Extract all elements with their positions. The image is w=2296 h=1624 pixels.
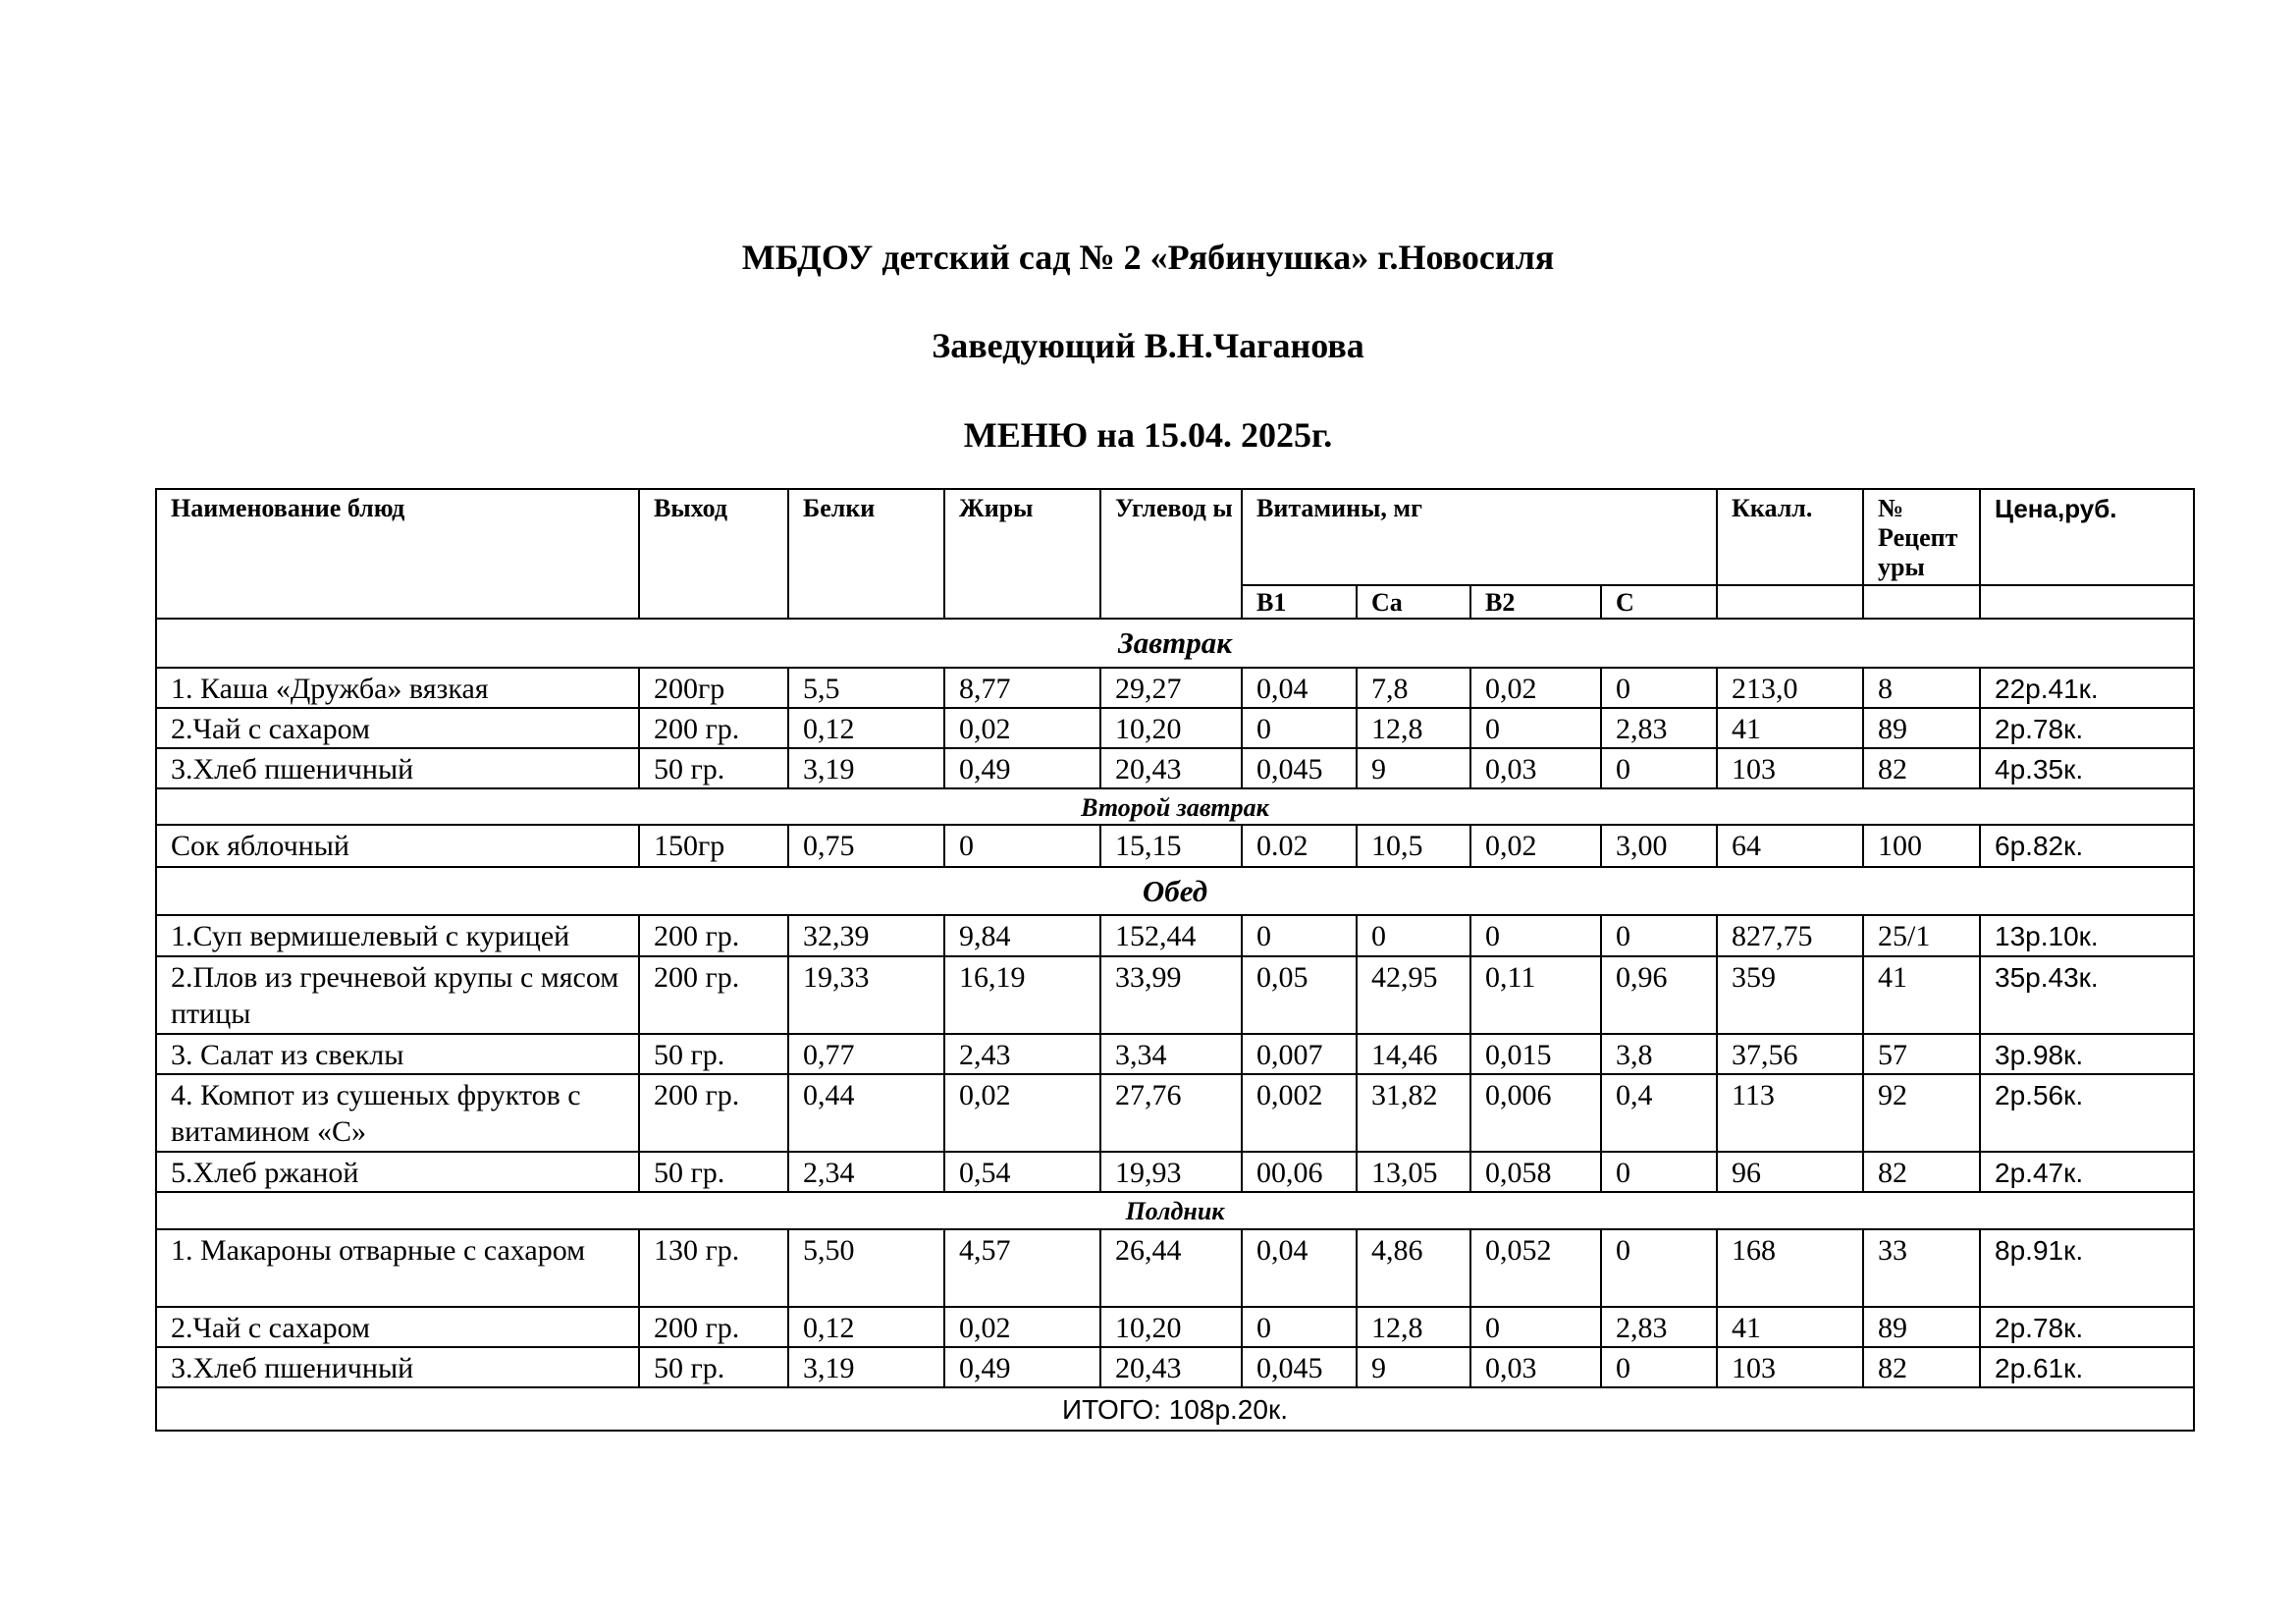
table-row xyxy=(156,1034,2194,1074)
table-row xyxy=(156,1347,2194,1387)
cell-carbs: 19,93 xyxy=(1100,1152,1242,1192)
cell-c: 0 xyxy=(1601,1152,1717,1192)
cell-ca: 7,8 xyxy=(1357,668,1470,708)
cell-ca: 13,05 xyxy=(1357,1152,1470,1192)
cell-name: Сок яблочный xyxy=(156,825,639,867)
cell-carbs: 10,20 xyxy=(1100,1307,1242,1347)
cell-kcal: 359 xyxy=(1717,956,1863,1034)
cell-kcal: 103 xyxy=(1717,1347,1863,1387)
table-row xyxy=(156,825,2194,867)
cell-ca: 14,46 xyxy=(1357,1034,1470,1074)
cell-fat: 0,02 xyxy=(944,1074,1100,1152)
cell-c: 2,83 xyxy=(1601,708,1717,748)
cell-fat: 0,54 xyxy=(944,1152,1100,1192)
cell-price: 8р.91к. xyxy=(1980,1229,2194,1307)
cell-protein: 3,19 xyxy=(788,748,944,788)
cell-protein: 2,34 xyxy=(788,1152,944,1192)
cell-price: 4р.35к. xyxy=(1980,748,2194,788)
cell-kcal: 41 xyxy=(1717,1307,1863,1347)
total-row: ИТОГО: 108р.20к. xyxy=(156,1387,2194,1431)
cell-protein: 0,12 xyxy=(788,1307,944,1347)
cell-b1: 0,002 xyxy=(1242,1074,1357,1152)
cell-recipe: 100 xyxy=(1863,825,1980,867)
cell-fat: 8,77 xyxy=(944,668,1100,708)
cell-b2: 0 xyxy=(1470,915,1601,956)
cell-ca: 10,5 xyxy=(1357,825,1470,867)
cell-kcal: 41 xyxy=(1717,708,1863,748)
header-vitamins: Витамины, мг xyxy=(1242,489,1717,585)
header-output: Выход xyxy=(639,489,788,619)
cell-price: 2р.47к. xyxy=(1980,1152,2194,1192)
cell-b2: 0 xyxy=(1470,708,1601,748)
cell-ca: 12,8 xyxy=(1357,708,1470,748)
cell-c: 0 xyxy=(1601,915,1717,956)
cell-fat: 9,84 xyxy=(944,915,1100,956)
header-recipe: № Рецепт уры xyxy=(1863,489,1980,585)
table-row xyxy=(156,1074,2194,1152)
cell-c: 2,83 xyxy=(1601,1307,1717,1347)
cell-recipe: 33 xyxy=(1863,1229,1980,1307)
cell-b1: 0,04 xyxy=(1242,668,1357,708)
header-vitamin-c: С xyxy=(1601,585,1717,619)
cell-b2: 0,058 xyxy=(1470,1152,1601,1192)
cell-name: 3.Хлеб пшеничный xyxy=(156,1347,639,1387)
cell-kcal: 213,0 xyxy=(1717,668,1863,708)
cell-b2: 0,015 xyxy=(1470,1034,1601,1074)
cell-price: 13р.10к. xyxy=(1980,915,2194,956)
cell-kcal: 113 xyxy=(1717,1074,1863,1152)
cell-b1: 0 xyxy=(1242,915,1357,956)
table-row xyxy=(156,668,2194,708)
cell-protein: 3,19 xyxy=(788,1347,944,1387)
cell-ca: 12,8 xyxy=(1357,1307,1470,1347)
cell-output: 200 гр. xyxy=(639,915,788,956)
menu-title: МЕНЮ на 15.04. 2025г. xyxy=(963,415,1333,455)
cell-b1: 0,05 xyxy=(1242,956,1357,1034)
table-row xyxy=(156,1152,2194,1192)
cell-output: 200 гр. xyxy=(639,1307,788,1347)
cell-recipe: 57 xyxy=(1863,1034,1980,1074)
cell-carbs: 33,99 xyxy=(1100,956,1242,1034)
cell-b2: 0,02 xyxy=(1470,668,1601,708)
cell-carbs: 27,76 xyxy=(1100,1074,1242,1152)
section-second-breakfast: Второй завтрак xyxy=(156,788,2194,825)
cell-ca: 9 xyxy=(1357,1347,1470,1387)
header-kcal-sub xyxy=(1717,585,1863,619)
cell-output: 200 гр. xyxy=(639,708,788,748)
cell-kcal: 168 xyxy=(1717,1229,1863,1307)
cell-b1: 0,04 xyxy=(1242,1229,1357,1307)
cell-carbs: 15,15 xyxy=(1100,825,1242,867)
cell-c: 3,00 xyxy=(1601,825,1717,867)
cell-recipe: 25/1 xyxy=(1863,915,1980,956)
cell-c: 0 xyxy=(1601,748,1717,788)
cell-price: 2р.78к. xyxy=(1980,1307,2194,1347)
cell-ca: 0 xyxy=(1357,915,1470,956)
cell-price: 6р.82к. xyxy=(1980,825,2194,867)
cell-price: 2р.78к. xyxy=(1980,708,2194,748)
table-row xyxy=(156,915,2194,956)
cell-carbs: 3,34 xyxy=(1100,1034,1242,1074)
cell-protein: 0,75 xyxy=(788,825,944,867)
cell-fat: 0,02 xyxy=(944,1307,1100,1347)
cell-b1: 0 xyxy=(1242,708,1357,748)
cell-b2: 0 xyxy=(1470,1307,1601,1347)
cell-fat: 16,19 xyxy=(944,956,1100,1034)
cell-c: 0 xyxy=(1601,668,1717,708)
section-breakfast: Завтрак xyxy=(156,619,2194,668)
cell-price: 2р.61к. xyxy=(1980,1347,2194,1387)
cell-b1: 0,045 xyxy=(1242,748,1357,788)
cell-fat: 4,57 xyxy=(944,1229,1100,1307)
cell-b2: 0,02 xyxy=(1470,825,1601,867)
cell-name: 1. Каша «Дружба» вязкая xyxy=(156,668,639,708)
header-vitamin-b2: В2 xyxy=(1470,585,1601,619)
cell-recipe: 82 xyxy=(1863,748,1980,788)
section-lunch: Обед xyxy=(156,867,2194,915)
cell-ca: 9 xyxy=(1357,748,1470,788)
header-vitamin-b1: В1 xyxy=(1242,585,1357,619)
cell-carbs: 20,43 xyxy=(1100,1347,1242,1387)
cell-b1: 00,06 xyxy=(1242,1152,1357,1192)
cell-output: 50 гр. xyxy=(639,1034,788,1074)
section-snack: Полдник xyxy=(156,1192,2194,1229)
cell-recipe: 89 xyxy=(1863,1307,1980,1347)
cell-price: 35р.43к. xyxy=(1980,956,2194,1034)
cell-fat: 0,49 xyxy=(944,748,1100,788)
cell-protein: 5,5 xyxy=(788,668,944,708)
cell-price: 2р.56к. xyxy=(1980,1074,2194,1152)
cell-carbs: 20,43 xyxy=(1100,748,1242,788)
cell-b2: 0,03 xyxy=(1470,1347,1601,1387)
cell-kcal: 64 xyxy=(1717,825,1863,867)
cell-b1: 0 xyxy=(1242,1307,1357,1347)
cell-name: 2.Чай с сахаром xyxy=(156,708,639,748)
header-price-sub xyxy=(1980,585,2194,619)
cell-output: 200 гр. xyxy=(639,1074,788,1152)
cell-b2: 0,11 xyxy=(1470,956,1601,1034)
cell-output: 50 гр. xyxy=(639,1152,788,1192)
cell-fat: 0 xyxy=(944,825,1100,867)
header-price: Цена,руб. xyxy=(1980,489,2194,585)
cell-protein: 19,33 xyxy=(788,956,944,1034)
cell-carbs: 29,27 xyxy=(1100,668,1242,708)
cell-fat: 0,49 xyxy=(944,1347,1100,1387)
cell-protein: 5,50 xyxy=(788,1229,944,1307)
cell-b2: 0,052 xyxy=(1470,1229,1601,1307)
head-name: Заведующий В.Н.Чаганова xyxy=(932,326,1364,365)
cell-b1: 0.02 xyxy=(1242,825,1357,867)
cell-name: 2.Плов из гречневой крупы с мясом птицы xyxy=(156,956,639,1034)
cell-price: 3р.98к. xyxy=(1980,1034,2194,1074)
cell-carbs: 26,44 xyxy=(1100,1229,1242,1307)
cell-kcal: 103 xyxy=(1717,748,1863,788)
cell-kcal: 37,56 xyxy=(1717,1034,1863,1074)
cell-c: 3,8 xyxy=(1601,1034,1717,1074)
menu-table xyxy=(155,488,2195,1432)
cell-protein: 0,77 xyxy=(788,1034,944,1074)
cell-protein: 32,39 xyxy=(788,915,944,956)
cell-name: 4. Компот из сушеных фруктов с витамином «С» xyxy=(156,1074,639,1152)
cell-name: 1. Макароны отварные с сахаром xyxy=(156,1229,639,1307)
table-row xyxy=(156,1229,2194,1307)
cell-kcal: 96 xyxy=(1717,1152,1863,1192)
table-row xyxy=(156,1307,2194,1347)
cell-name: 3. Салат из свеклы xyxy=(156,1034,639,1074)
cell-output: 50 гр. xyxy=(639,748,788,788)
cell-carbs: 10,20 xyxy=(1100,708,1242,748)
cell-output: 200гр xyxy=(639,668,788,708)
cell-b2: 0,03 xyxy=(1470,748,1601,788)
cell-fat: 0,02 xyxy=(944,708,1100,748)
cell-c: 0 xyxy=(1601,1347,1717,1387)
cell-ca: 4,86 xyxy=(1357,1229,1470,1307)
table-row xyxy=(156,748,2194,788)
cell-recipe: 82 xyxy=(1863,1347,1980,1387)
cell-output: 200 гр. xyxy=(639,956,788,1034)
cell-b2: 0,006 xyxy=(1470,1074,1601,1152)
cell-ca: 31,82 xyxy=(1357,1074,1470,1152)
cell-protein: 0,12 xyxy=(788,708,944,748)
institution-title: МБДОУ детский сад № 2 «Рябинушка» г.Новосиля xyxy=(741,238,1555,277)
cell-protein: 0,44 xyxy=(788,1074,944,1152)
cell-fat: 2,43 xyxy=(944,1034,1100,1074)
header-carbs: Углевод ы xyxy=(1100,489,1242,619)
cell-b1: 0,007 xyxy=(1242,1034,1357,1074)
cell-output: 50 гр. xyxy=(639,1347,788,1387)
cell-output: 150гр xyxy=(639,825,788,867)
cell-output: 130 гр. xyxy=(639,1229,788,1307)
cell-ca: 42,95 xyxy=(1357,956,1470,1034)
header-recipe-sub xyxy=(1863,585,1980,619)
cell-name: 2.Чай с сахаром xyxy=(156,1307,639,1347)
table-row xyxy=(156,708,2194,748)
cell-c: 0,96 xyxy=(1601,956,1717,1034)
header-protein: Белки xyxy=(788,489,944,619)
header-name: Наименование блюд xyxy=(156,489,639,619)
cell-c: 0 xyxy=(1601,1229,1717,1307)
cell-name: 1.Суп вермишелевый с курицей xyxy=(156,915,639,956)
cell-name: 3.Хлеб пшеничный xyxy=(156,748,639,788)
header-fat: Жиры xyxy=(944,489,1100,619)
cell-price: 22р.41к. xyxy=(1980,668,2194,708)
cell-carbs: 152,44 xyxy=(1100,915,1242,956)
cell-recipe: 92 xyxy=(1863,1074,1980,1152)
cell-name: 5.Хлеб ржаной xyxy=(156,1152,639,1192)
cell-recipe: 89 xyxy=(1863,708,1980,748)
header-kcal: Ккалл. xyxy=(1717,489,1863,585)
header-vitamin-ca: Са xyxy=(1357,585,1470,619)
cell-recipe: 82 xyxy=(1863,1152,1980,1192)
cell-recipe: 41 xyxy=(1863,956,1980,1034)
cell-c: 0,4 xyxy=(1601,1074,1717,1152)
table-row xyxy=(156,956,2194,1034)
cell-recipe: 8 xyxy=(1863,668,1980,708)
cell-kcal: 827,75 xyxy=(1717,915,1863,956)
cell-b1: 0,045 xyxy=(1242,1347,1357,1387)
